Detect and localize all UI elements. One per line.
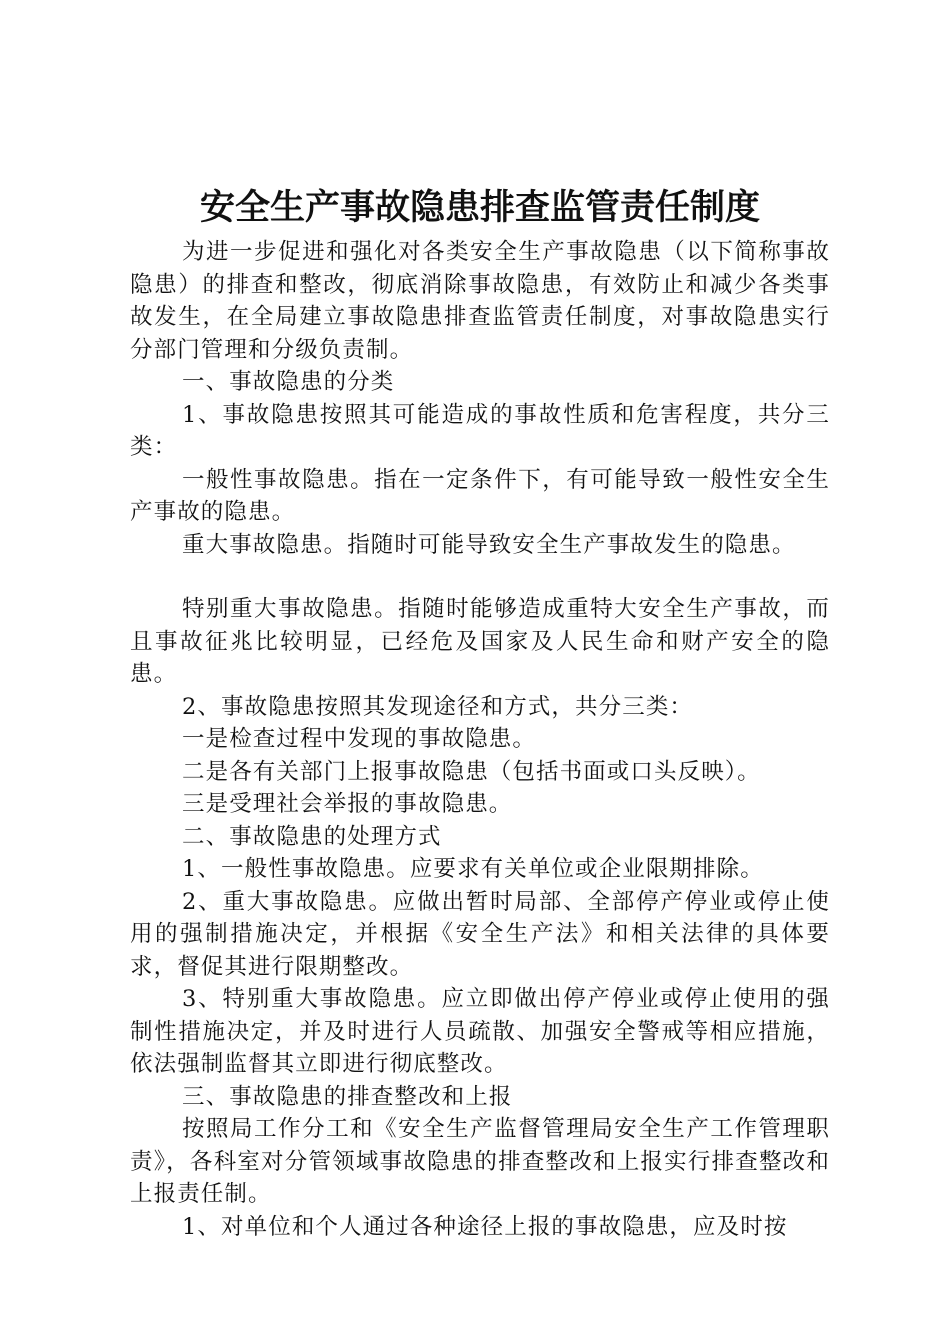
paragraph-source-public-report: 三是受理社会举报的事故隐患。 xyxy=(182,791,513,817)
section-heading-reporting: 三、事故隐患的排查整改和上报 xyxy=(182,1083,513,1110)
paragraph-handling-2: 2、重大事故隐患。应做出暂时局部、全部停产停业或停止使用的强制措施决定，并根据《安全生产法》和相关法律的具体要求，督促其进行限期整改。 xyxy=(130,888,830,980)
intro-paragraph: 为进一步促进和强化对各类安全生产事故隐患（以下简称事故隐患）的排查和整改，彻底消除事故隐患，有效防止和减少各类事故发生，在全局建立事故隐患排查监管责任制度，对事故隐患实行分部门管理和分级负责制。 xyxy=(130,239,830,363)
paragraph-major-hazard: 重大事故隐患。指随时可能导致安全生产事故发生的隐患。 xyxy=(182,531,796,558)
paragraph-reporting-intro: 按照局工作分工和《安全生产监督管理局安全生产工作管理职责》，各科室对分管领域事故隐患的排查整改和上报实行排查整改和上报责任制。 xyxy=(130,1116,830,1207)
paragraph-classification-2: 2、事故隐患按照其发现途径和方式，共分三类： xyxy=(182,693,694,720)
paragraph-critical-hazard: 特别重大事故隐患。指随时能够造成重特大安全生产事故，而且事故征兆比较明显，已经危及国家及人民生命和财产安全的隐患。 xyxy=(130,596,830,687)
document-title: 安全生产事故隐患排查监管责任制度 xyxy=(199,187,760,228)
paragraph-handling-1: 1、一般性事故隐患。应要求有关单位或企业限期排除。 xyxy=(182,856,764,882)
paragraph-source-inspection: 一是检查过程中发现的事故隐患。 xyxy=(182,726,537,752)
paragraph-classification-1: 1、事故隐患按照其可能造成的事故性质和危害程度，共分三类： xyxy=(130,401,830,460)
paragraph-source-department: 二是各有关部门上报事故隐患（包括书面或口头反映）。 xyxy=(182,758,761,785)
paragraph-reporting-1: 1、对单位和个人通过各种途径上报的事故隐患，应及时按 xyxy=(182,1213,788,1240)
blank-line xyxy=(130,561,830,593)
paragraph-handling-3: 3、特别重大事故隐患。应立即做出停产停业或停止使用的强制性措施决定，并及时进行人员疏散、加强安全警戒等相应措施，依法强制监督其立即进行彻底整改。 xyxy=(130,986,830,1077)
paragraph-general-hazard: 一般性事故隐患。指在一定条件下，有可能导致一般性安全生产事故的隐患。 xyxy=(130,466,830,525)
section-heading-classification: 一、事故隐患的分类 xyxy=(182,369,395,395)
section-heading-handling: 二、事故隐患的处理方式 xyxy=(182,823,442,850)
document-page xyxy=(130,180,830,1243)
